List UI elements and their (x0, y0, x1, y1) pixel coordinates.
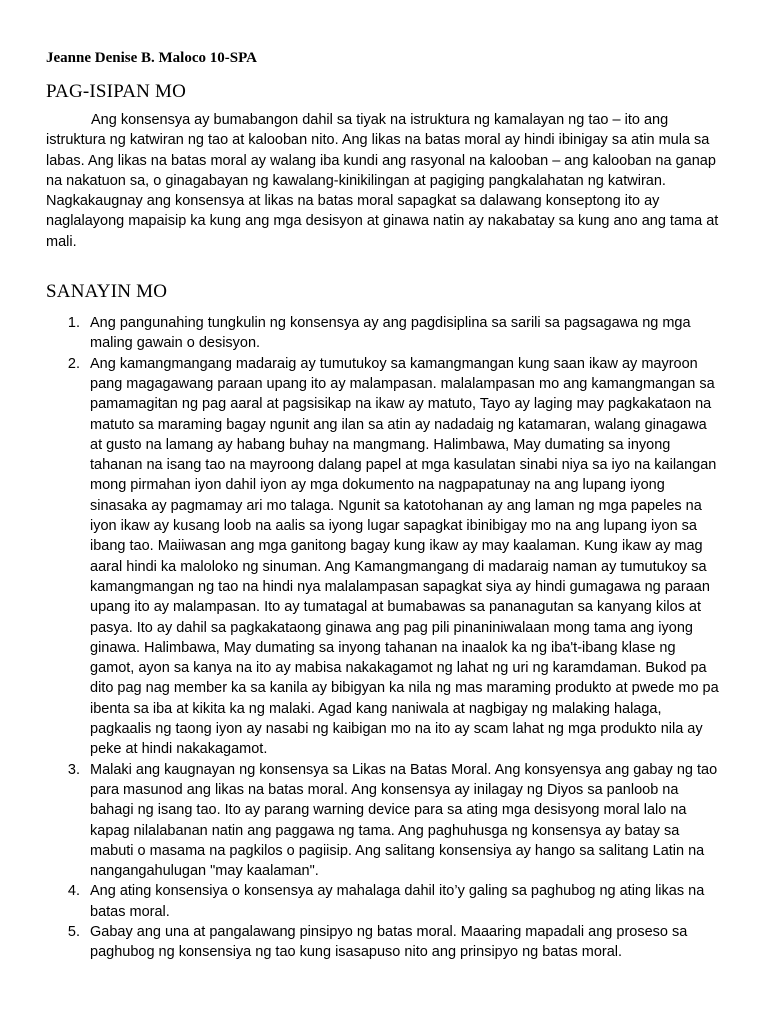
section-heading-sanayin-mo: SANAYIN MO (46, 281, 168, 303)
list-item (46, 760, 722, 882)
list-item (46, 313, 722, 354)
list-item-number: 1. (67, 315, 80, 332)
list-item (46, 922, 722, 963)
reflection-paragraph: Ang konsensya ay bumabangon dahil sa tiyak na istruktura ng kamalayan ng tao – ito ang istruktura ng katwiran ng tao at kalooban nito. Ang likas na batas moral ay hindi ibinigay sa atin mula sa labas. Ang likas na batas moral ay walang iba kundi ang rasyonal na kalooban – ang kalooban na ganap na nakatuon sa, o ginagabayan ng kawalang-kinikilingan at pagiging pangkalahatan ng katwiran. Nagkakaugnay ang konsensya at likas na batas moral sapagkat sa dalawang konseptong ito ay naglalayong mapaisip ka kung ang mga desisyon at ginawa natin ay nakabatay sa kung ano ang tama at mali. (46, 112, 719, 250)
answer-list (46, 313, 722, 963)
list-item-text: Ang pangunahing tungkulin ng konsensya ay ang pagdisiplina sa sarili sa pagsagawa ng mga maling gawain o desisyon. (90, 315, 691, 352)
list-item (46, 354, 722, 760)
author-line: Jeanne Denise B. Maloco 10-SPA (46, 50, 257, 66)
section-heading-pag-isipan-mo: PAG-ISIPAN MO (46, 81, 187, 102)
list-item-text: Malaki ang kaugnayan ng konsensya sa Likas na Batas Moral. Ang konsyensya ang gabay ng tao para masunod ang likas na batas moral. Ang konsensya ay inilagay ng Diyos sa panloob na bahagi ng isang tao. Ito ay parang warning device para sa ating mga desisyong moral lalo na kapag nilalabanan natin ang paggawa ng tama. Ang paghuhusga ng konsensya ay batay sa mabuti o masama na pagkilos o pagiisip. Ang salitang konsensiya ay hango sa salitang Latin na nangangahulugan "may kaalaman". (90, 761, 718, 880)
list-item-text: Gabay ang una at pangalawang pinsipyo ng batas moral. Maaaring mapadali ang proseso sa paghubog ng konsensiya ng tao kung isasapuso nito ang prinsipyo ng batas moral. (90, 923, 688, 961)
list-item-number: 2. (67, 355, 80, 372)
list-item (46, 881, 722, 922)
list-item-number: 4. (67, 883, 80, 900)
list-item-text: Ang ating konsensiya o konsensya ay mahalaga dahil ito’y galing sa paghubog ng ating likas na batas moral. (90, 883, 705, 920)
list-item-number: 3. (67, 761, 80, 778)
list-item-text: Ang kamangmangang madaraig ay tumutukoy sa kamangmangan kung saan ikaw ay mayroon pang magagawang paraan upang ito ay malampasan. malalampasan mo ang kamangmangan sa pamamagitan ng pag aaral at pagsisikap na ikaw ay matuto, Tayo ay laging may pagkakataon na matuto sa maraming bagay ngunit ang ilan sa atin ay nadadaig ng katamaran, walang ginagawa at gusto na lamang ay habang buhay na mangmang. Halimbawa, May dumating sa inyong tahanan na isang tao na mayroong dalang papel at mga kasulatan sinabi niya sa iyo na kailangan mong pirmahan iyon dahil iyon ay mga dokumento na nagpapatunay na ang lupang iyong sinasaka ay pagmamay ari mo talaga. Ngunit sa katotohanan ay ang laman ng mga papeles na iyon ikaw ay kusang loob na aalis sa iyong lugar sapagkat ibinibigay mo na ang lupang iyon sa ibang tao. Maiiwasan ang mga ganitong bagay kung ikaw ay may kaalaman. Kung ikaw ay mag aaral hindi ka maloloko ng sinuman. Ang Kamangmangang di madaraig naman ay tumutukoy sa kamangmangan ng tao na hindi nya malalampasan sapagkat siya ay hindi gumagawa ng paraan upang ito ay malampasan. Ito ay tumatagal at bumabawas sa pananagutan sa kanyang kilos at pasya. Ito ay dahil sa pagkakataong ginawa ang pag pili pinaniniwalaan mong tama ang iyong ginawa. Halimbawa, May dumating sa inyong tahanan na inaalok ka ng iba't-ibang klase ng gamot, ayon sa kanya na ito ay mabisa nakakagamot ng lahat ng uri ng karamdaman. Bukod pa dito pag nag member ka sa kanila ay bibigyan ka nila ng mas maraming produkto at pwede mo pa ibenta sa iba at kikita ka ng malaki. Agad kang naniwala at nagbigay ng malaking halaga, pagkaalis ng taong iyon ay nasabi ng kaibigan mo na ito ay scam lahat ng mga produkto nila ay peke at hindi nakakagamot. (90, 355, 719, 758)
document-page (46, 48, 722, 963)
list-item-number: 5. (67, 923, 80, 940)
